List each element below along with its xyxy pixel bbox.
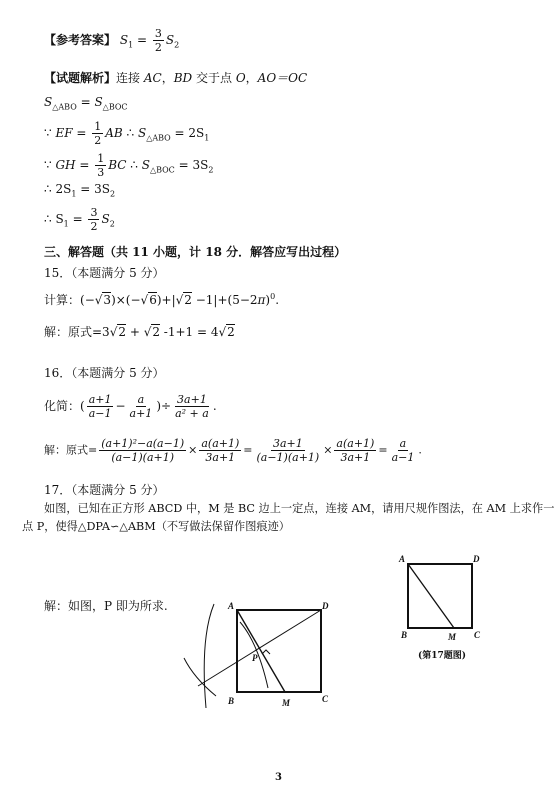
label-p: P (252, 653, 258, 663)
q17-construction-figure (176, 598, 336, 714)
analysis-line-1: $S_{\triangle ABO} = S_{\triangle BOC}$ (44, 95, 128, 112)
q17-answer: 解：如图，P 即为所求. (44, 599, 168, 613)
fraction: $\frac{3a+1}{\text{a² + a}}$ (175, 393, 209, 420)
answer-bracket: 【参考答案】 (44, 33, 117, 47)
segment-dp-extended (198, 610, 321, 686)
label-a: A (399, 554, 406, 564)
fraction: $\frac{a}{a+1}$ (129, 393, 153, 420)
analysis-line-4: ∴ $2S_1 = 3S_2$ (44, 182, 116, 199)
q15-problem: 计算：$(-√3)\times(-√6)+|√2 -1|+(5-2\pi)^0$. (44, 292, 280, 307)
analysis-line-3: ∵ GH = $\frac{1}{3}$ BC ∴ $S_{\triangle BOC} = 3S_2$ (44, 152, 214, 179)
q16-solution: 解：原式= $\frac{\text{(a+1)²−a(a−1)}}{(a-1)(a+1)}$ × $\frac{a(a+1)}{3a+1}$ = $\frac{3a+1}{(a-1)(a+1)}$ × $\frac{a(a+1)}{3a+1}$ = $\frac{a}{a-1}$ . (44, 437, 422, 464)
segment-am-small (408, 564, 454, 628)
square-abcd-small (408, 564, 472, 628)
fraction: $\frac{\text{(a+1)²−a(a−1)}}{(a-1)(a+1)}$ (101, 437, 185, 464)
construction-arc-top (204, 604, 214, 708)
label-m: M (282, 698, 291, 708)
label-a: A (228, 601, 235, 611)
q17-text-line1: 如图，已知在正方形 ABCD 中，M 是 BC 边上一定点，连接 AM，请用尺规作图法，在 AM 上求作一 (44, 502, 555, 515)
label-c: C (322, 694, 329, 704)
label-b: B (401, 630, 408, 640)
q16-header: 16．（本题满分 5 分） (44, 366, 165, 380)
answer-line: 【参考答案】 $S_1$ = $\frac{3}{2}$ $S_2$ (44, 27, 180, 54)
label-d: D (473, 554, 480, 564)
label-b: B (228, 696, 235, 706)
fraction: $\frac{3}{2}$ (154, 27, 162, 54)
figure-caption: (第17题图) (418, 651, 467, 661)
fraction: $\frac{a(a+1)}{3a+1}$ (201, 437, 240, 464)
analysis-line-5: ∴ $S_1$ = $\frac{3}{2}$ $S_2$ (44, 206, 115, 233)
fraction: $\frac{1}{3}$ (97, 152, 105, 179)
right-angle-mark (262, 650, 270, 654)
square-abcd (237, 610, 321, 692)
q16-problem: 化简：( $\frac{a+1}{a-1}$ − $\frac{a}{a+1}$ )÷ $\frac{3a+1}{\text{a² + a}}$ . (44, 393, 217, 420)
label-d: D (322, 601, 329, 611)
analysis-line-2: ∵ EF = $\frac{1}{2}$ AB ∴ $S_{\triangle ABO} = 2S_1$ (44, 120, 210, 147)
construction-arc-left (184, 658, 216, 696)
q17-reference-figure (392, 552, 492, 642)
fraction: $\frac{1}{2}$ (94, 120, 102, 147)
fraction: $\frac{3}{2}$ (90, 206, 98, 233)
fraction: $\frac{a+1}{a-1}$ (88, 393, 112, 420)
fraction: $\frac{a(a+1)}{3a+1}$ (336, 437, 375, 464)
page-number: 3 (275, 772, 282, 783)
segment-am (237, 610, 285, 692)
label-c: C (474, 630, 481, 640)
fraction: $\frac{a}{a-1}$ (391, 437, 415, 464)
label-m: M (448, 632, 457, 642)
fraction: $\frac{3a+1}{(a-1)(a+1)}$ (256, 437, 320, 464)
q17-text-line2: 点 P，使得△DPA∽△ABM（不写做法保留作图痕迹） (22, 520, 290, 533)
q15-solution: 解：原式=3√2 + √2 -1+1 = 4√2 (44, 325, 235, 339)
analysis-intro: 【试题解析】连接 AC，BD 交于点 O，AO＝OC (44, 71, 308, 85)
q17-header: 17．（本题满分 5 分） (44, 483, 165, 497)
section-title: 三、解答题（共 11 小题，计 18 分．解答应写出过程） (44, 245, 347, 259)
q15-header: 15．（本题满分 5 分） (44, 266, 165, 280)
